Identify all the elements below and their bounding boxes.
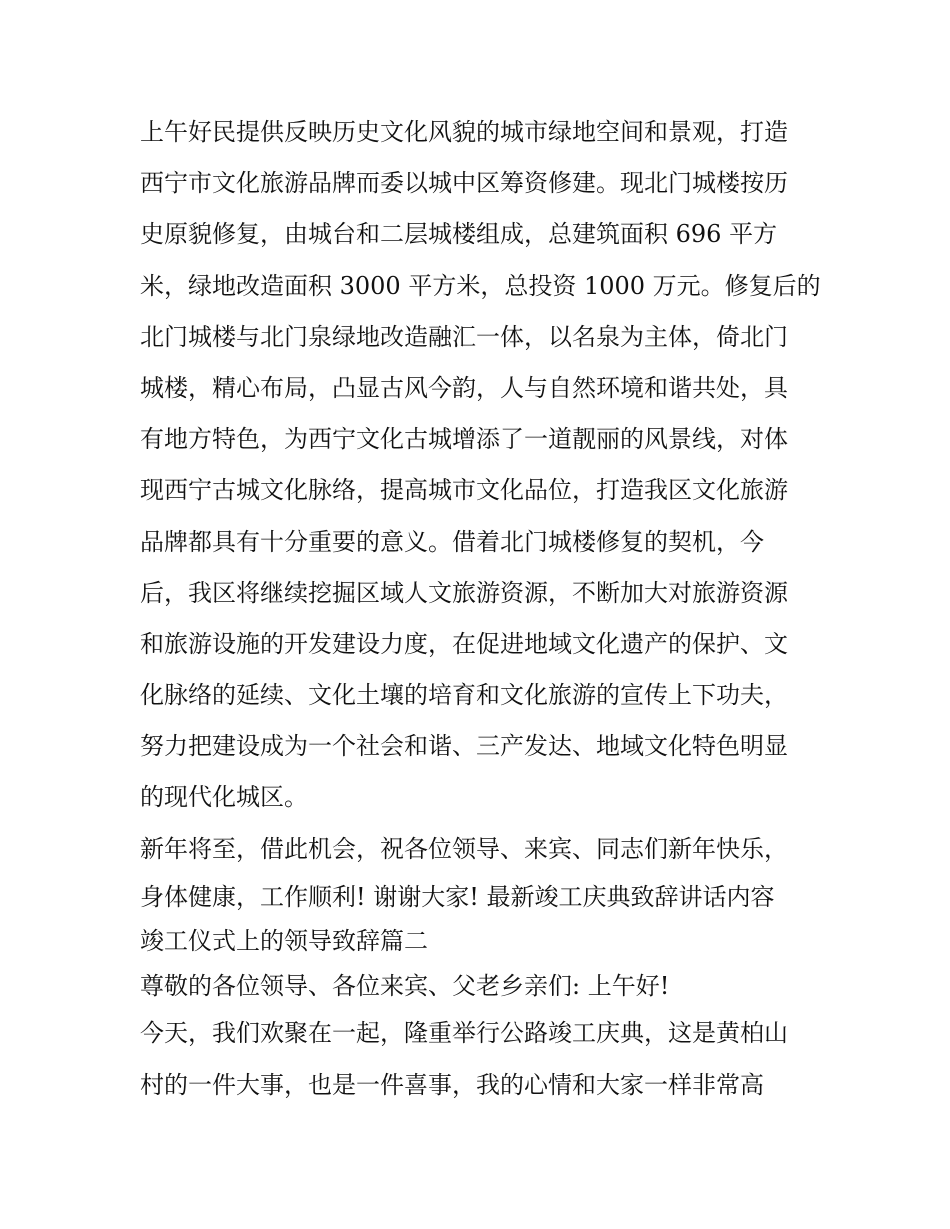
text-line: 上午好民提供反映历史文化风貌的城市绿地空间和景观，打造 <box>140 118 788 146</box>
section-heading: 竣工仪式上的领导致辞篇二 <box>140 927 428 956</box>
document-body <box>140 107 820 1111</box>
text-line: 今天，我们欢聚在一起，隆重举行公路竣工庆典，这是黄柏山 <box>140 1019 788 1048</box>
text-line: 化脉络的延续、文化土壤的培育和文化旅游的宣传上下功夫， <box>140 681 788 710</box>
text-line: 的现代化城区。 <box>140 783 308 812</box>
text-line: 努力把建设成为一个社会和谐、三产发达、地域文化特色明显 <box>140 732 788 761</box>
text-line: 现西宁古城文化脉络，提高城市文化品位，打造我区文化旅游 <box>140 476 788 505</box>
text-line: 和旅游设施的开发建设力度，在促进地域文化遗产的保护、文 <box>140 629 788 658</box>
text-line: 新年将至，借此机会，祝各位领导、来宾、同志们新年快乐， <box>140 834 788 863</box>
text-line: 村的一件大事，也是一件喜事，我的心情和大家一样非常高 <box>140 1070 764 1099</box>
text-line: 西宁市文化旅游品牌而委以城中区筹资修建。现北门城楼按历 <box>140 169 788 198</box>
text-line: 城楼，精心布局，凸显古风今韵，人与自然环境和谐共处，具 <box>140 373 788 402</box>
text-line: 米，绿地改造面积 3000 平方米，总投资 1000 万元。修复后的 <box>140 271 821 300</box>
text-line: 后，我区将继续挖掘区域人文旅游资源，不断加大对旅游资源 <box>140 578 788 607</box>
text-line: 身体健康，工作顺利! 谢谢大家! 最新竣工庆典致辞讲话内容 <box>140 882 775 911</box>
paragraph-2 <box>140 824 820 920</box>
text-line: 有地方特色，为西宁文化古城增添了一道靓丽的风景线，对体 <box>140 425 788 454</box>
text-line: 北门城楼与北门泉绿地改造融汇一体，以名泉为主体，倚北门 <box>140 322 788 351</box>
paragraph-1 <box>140 107 820 824</box>
text-line: 品牌都具有十分重要的意义。借着北门城楼修复的契机，今 <box>140 527 764 556</box>
paragraph-3 <box>140 1008 820 1110</box>
text-line: 史原貌修复，由城台和二层城楼组成，总建筑面积 696 平方 <box>140 220 778 249</box>
salutation: 尊敬的各位领导、各位来宾、父老乡亲们: 上午好! <box>140 971 670 1000</box>
